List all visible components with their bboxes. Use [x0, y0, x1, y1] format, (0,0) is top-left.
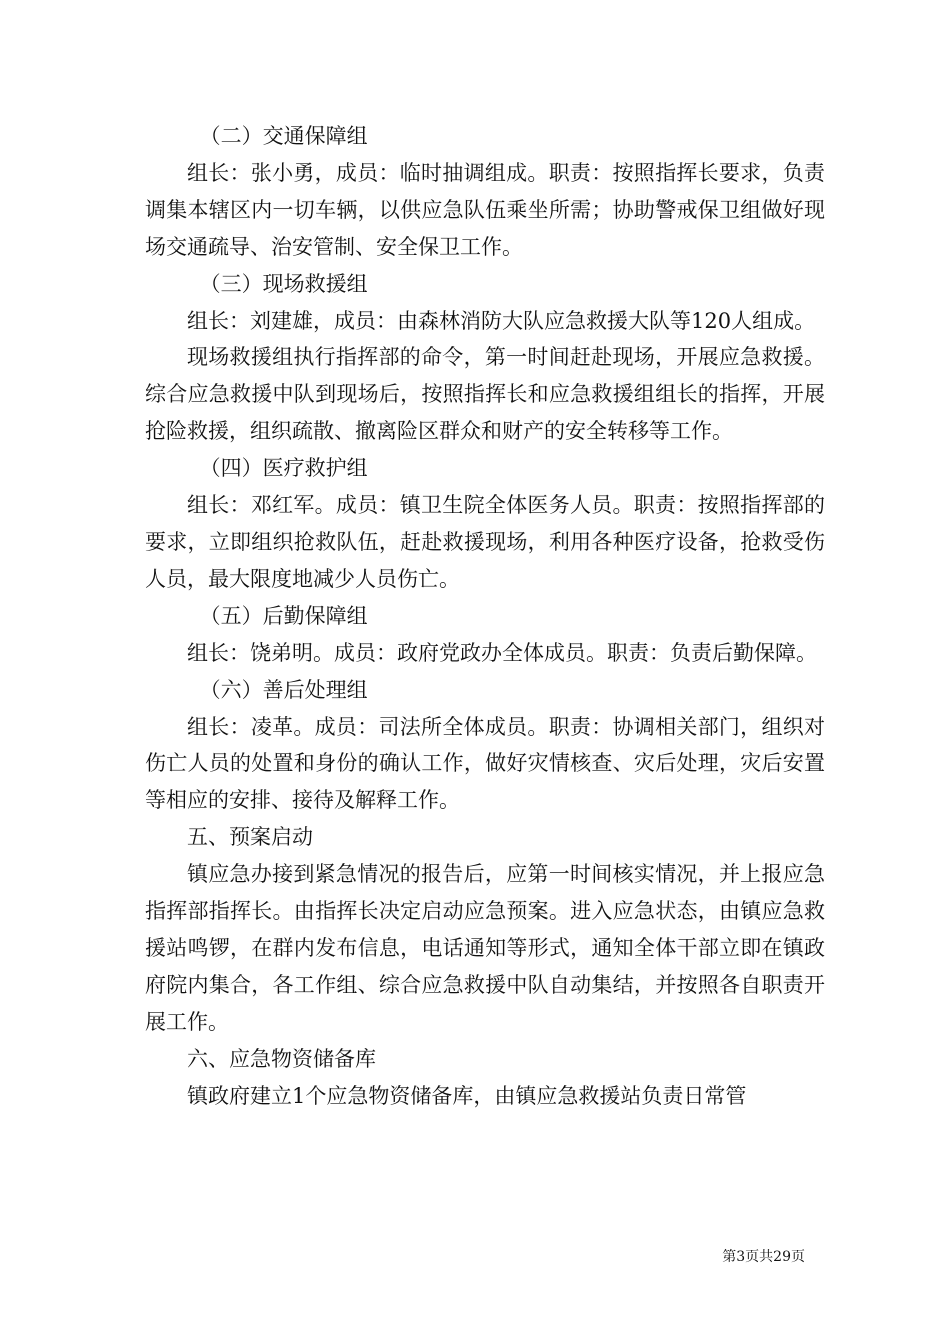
section-heading-supply-depot: 六、应急物资储备库	[187, 1046, 376, 1071]
section-heading-traffic: （二）交通保障组	[199, 124, 368, 148]
paragraph-rescue-duties: 现场救援组执行指挥部的命令，第一时间赶赴现场，开展应急救援。综合应急救援中队到现场后，按照指挥长和应急救援组组长的指挥，开展抢险救援，组织疏散、撤离险区群众和财产的安全转移等工作。	[145, 345, 825, 444]
paragraph-aftermath-duties: 组长：凌革。成员：司法所全体成员。职责：协调相关部门，组织对伤亡人员的处置和身份的确认工作，做好灾情核查、灾后处理，灾后安置等相应的安排、接待及解释工作。	[145, 714, 825, 813]
paragraph-plan-activation: 镇应急办接到紧急情况的报告后，应第一时间核实情况，并上报应急指挥部指挥长。由指挥长决定启动应急预案。进入应急状态，由镇应急救援站鸣锣，在群内发布信息，电话通知等形式，通知全体干部立即在镇政府院内集合，各工作组、综合应急救援中队自动集结，并按照各自职责开展工作。	[145, 862, 825, 1034]
document-body	[145, 118, 825, 1114]
section-heading-aftermath: （六）善后处理组	[199, 677, 368, 702]
paragraph-traffic-duties: 组长：张小勇，成员：临时抽调组成。职责：按照指挥长要求，负责调集本辖区内一切车辆，以供应急队伍乘坐所需；协助警戒保卫组做好现场交通疏导、治安管制、安全保卫工作。	[145, 160, 825, 259]
section-heading-plan-activation: 五、预案启动	[187, 825, 313, 850]
section-heading-medical: （四）医疗救护组	[199, 456, 368, 481]
section-heading-logistics: （五）后勤保障组	[199, 603, 368, 628]
paragraph-medical-duties: 组长：邓红军。成员：镇卫生院全体医务人员。职责：按照指挥部的要求，立即组织抢救队伍，赶赴救援现场，利用各种医疗设备，抢救受伤人员，最大限度地减少人员伤亡。	[145, 493, 825, 591]
paragraph-supply-depot: 镇政府建立1个应急物资储备库，由镇应急救援站负责日常管	[187, 1083, 747, 1108]
section-heading-rescue: （三）现场救援组	[199, 271, 368, 296]
page-number: 第3页共29页	[722, 1249, 805, 1265]
paragraph-logistics-duties: 组长：饶弟明。成员：政府党政办全体成员。职责：负责后勤保障。	[187, 640, 817, 665]
paragraph-rescue-members: 组长：刘建雄，成员：由森林消防大队应急救援大队等120人组成。	[187, 308, 816, 333]
